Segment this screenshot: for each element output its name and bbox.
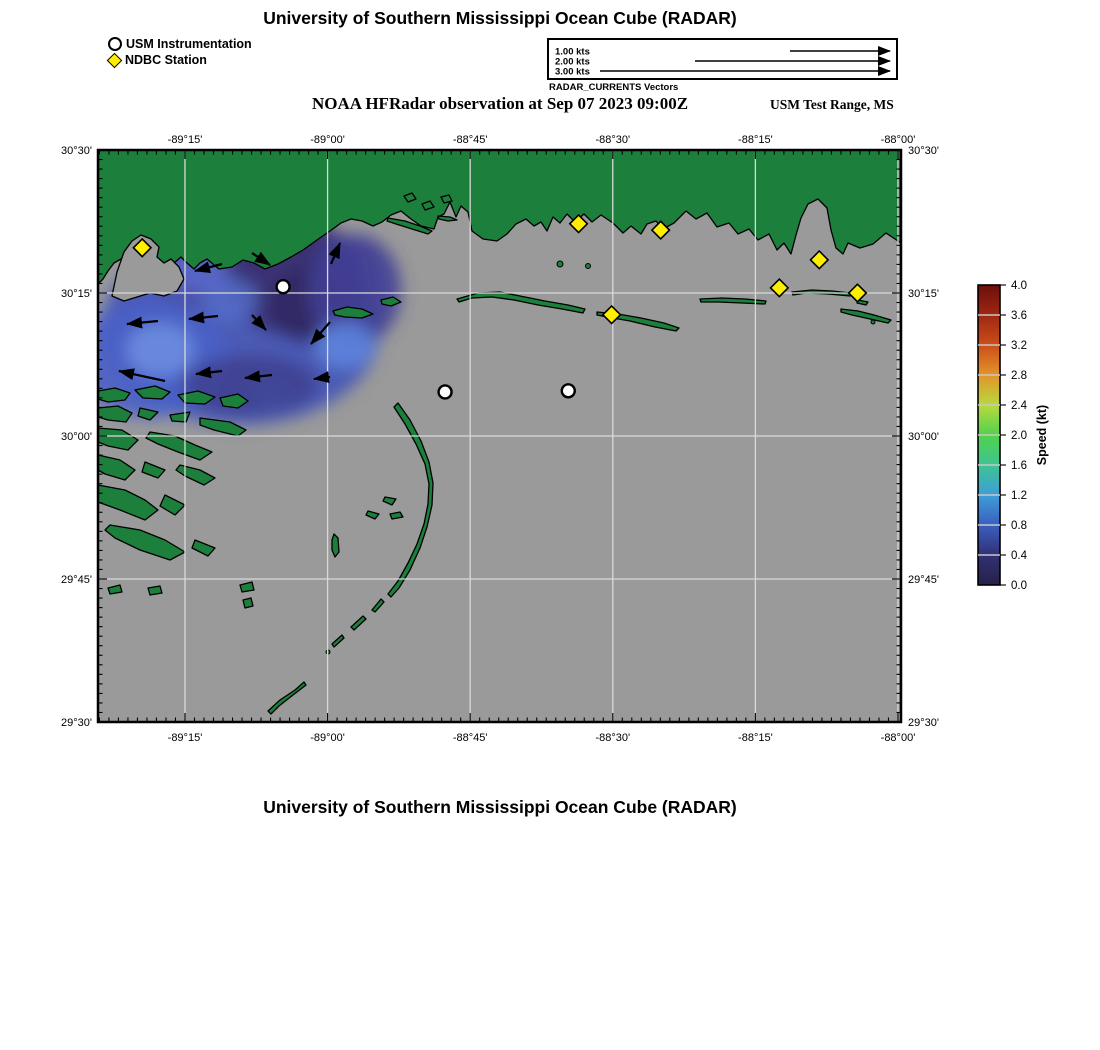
lon-tick-label: -88°30'	[595, 134, 631, 146]
island	[332, 534, 339, 557]
colorbar-tick-label: 1.2	[1011, 490, 1027, 502]
lon-tick-label: -88°45'	[452, 732, 488, 744]
usm-station-marker	[562, 384, 575, 397]
colorbar-tick-label: 0.4	[1011, 550, 1027, 562]
colorbar-tick-label: 2.0	[1011, 430, 1027, 442]
lon-tick-label: -88°30'	[595, 732, 631, 744]
lat-tick-label: 30°15'	[61, 288, 92, 300]
lon-tick-label: -88°15'	[738, 134, 773, 146]
vector-scale-label: 2.00 kts	[555, 56, 590, 68]
observation-title: NOAA HFRadar observation at Sep 07 2023 09:00Z	[311, 94, 689, 113]
page-title: University of Southern Mississippi Ocean Cube (RADAR)	[263, 8, 737, 28]
colorbar-tick-label: 2.8	[1011, 370, 1027, 382]
lat-tick-label: 29°30'	[908, 717, 939, 729]
islet	[586, 264, 591, 269]
island	[390, 512, 403, 519]
legend-ndbc-label: NDBC Station	[125, 53, 207, 67]
vector-scale-label: 3.00 kts	[555, 66, 590, 78]
colorbar-tick-label: 1.6	[1011, 460, 1027, 472]
lat-tick-label: 30°15'	[908, 288, 939, 300]
lon-tick-label: -89°00'	[310, 732, 345, 744]
islet	[557, 261, 563, 267]
lat-tick-label: 30°00'	[61, 431, 92, 443]
colorbar-tick-label: 0.8	[1011, 520, 1027, 532]
lon-tick-label: -89°15'	[167, 732, 203, 744]
lat-tick-label: 29°30'	[61, 717, 92, 729]
island	[148, 586, 162, 595]
usm-station-marker	[277, 280, 290, 293]
colorbar-tick-label: 3.6	[1011, 310, 1027, 322]
islet	[871, 320, 875, 324]
lat-tick-label: 30°30'	[61, 145, 92, 157]
colorbar-tick-label: 0.0	[1011, 580, 1027, 592]
colorbar-tick-label: 3.2	[1011, 340, 1027, 352]
lon-tick-label: -88°15'	[738, 732, 773, 744]
footer-title: University of Southern Mississippi Ocean Cube (RADAR)	[263, 797, 737, 817]
lon-tick-label: -89°00'	[310, 134, 345, 146]
lat-tick-label: 29°45'	[61, 574, 92, 586]
vector-scale-caption: RADAR_CURRENTS Vectors	[549, 82, 679, 93]
lon-tick-label: -88°00'	[880, 732, 916, 744]
colorbar-tick-label: 4.0	[1011, 280, 1027, 292]
usm-station-marker	[439, 385, 452, 398]
island	[243, 598, 253, 608]
lon-tick-label: -89°15'	[167, 134, 203, 146]
legend-usm-label: USM Instrumentation	[126, 37, 252, 51]
colorbar-axis-label: Speed (kt)	[1035, 404, 1049, 466]
vector-scale-label: 1.00 kts	[555, 46, 590, 58]
test-range-label: USM Test Range, MS	[770, 97, 894, 112]
lon-tick-label: -88°45'	[452, 134, 488, 146]
colorbar-tick-label: 2.4	[1011, 400, 1027, 412]
lat-tick-label: 30°00'	[908, 431, 939, 443]
lat-tick-label: 30°30'	[908, 145, 939, 157]
lon-tick-label: -88°00'	[880, 134, 916, 146]
lat-tick-label: 29°45'	[908, 574, 939, 586]
